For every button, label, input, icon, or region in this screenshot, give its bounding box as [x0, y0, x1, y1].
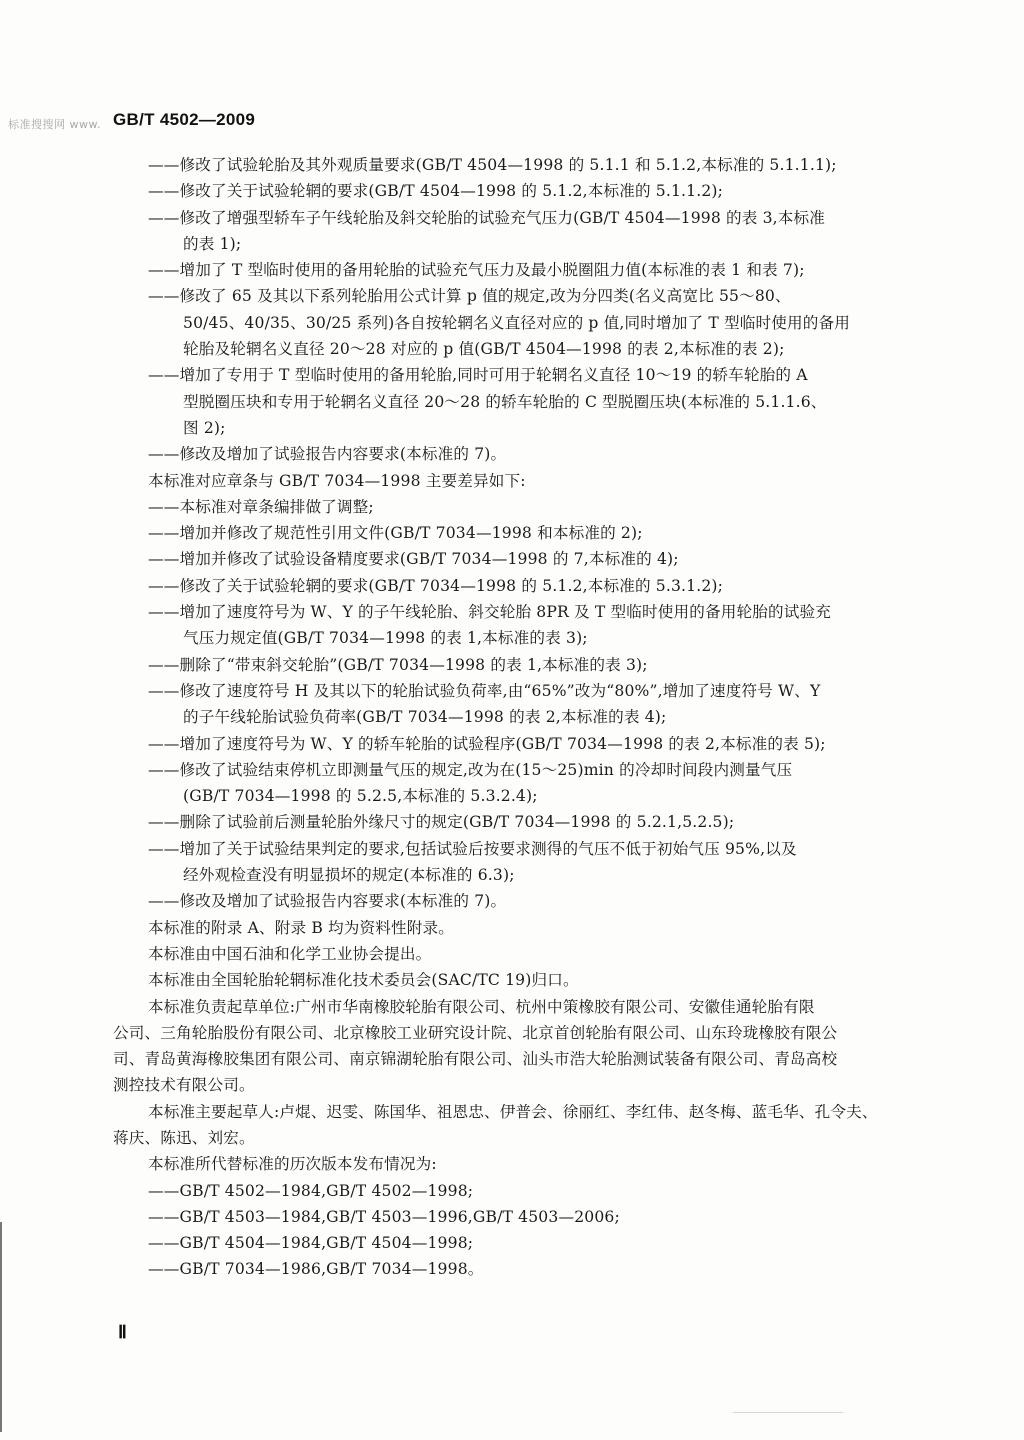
body-line: 本标准由全国轮胎轮辋标准化技术委员会(SAC/TC 19)归口。: [148, 971, 579, 990]
watermark-text: 标准搜搜网 www.: [8, 118, 101, 131]
body-line: ——GB/T 4502—1984,GB/T 4502—1998;: [148, 1181, 474, 1200]
corner-stamp: [733, 1412, 843, 1431]
body-line: ——删除了“带束斜交轮胎”(GB/T 7034—1998 的表 1,本标准的表 3);: [148, 655, 648, 674]
body-line: ——增加了速度符号为 W、Y 的子午线轮胎、斜交轮胎 8PR 及 T 型临时使用的备用轮胎的试验充: [148, 603, 831, 622]
body-line: ——修改及增加了试验报告内容要求(本标准的 7)。: [148, 892, 507, 911]
body-line: 测控技术有限公司。: [113, 1076, 255, 1095]
body-line: ——GB/T 4504—1984,GB/T 4504—1998;: [148, 1234, 474, 1253]
body-line: ——修改了试验结束停机立即测量气压的规定,改为在(15～25)min 的冷却时间段内测量气压: [148, 760, 793, 779]
body-line: (GB/T 7034—1998 的 5.2.5,本标准的 5.3.2.4);: [183, 787, 538, 806]
body-line: ——增加并修改了规范性引用文件(GB/T 7034—1998 和本标准的 2);: [148, 524, 643, 543]
body-line: 经外观检查没有明显损坏的规定(本标准的 6.3);: [183, 866, 515, 885]
body-line: 本标准的附录 A、附录 B 均为资料性附录。: [148, 918, 454, 937]
body-line: 本标准对应章条与 GB/T 7034—1998 主要差异如下:: [148, 471, 526, 490]
body-line: 本标准由中国石油和化学工业协会提出。: [148, 944, 432, 963]
body-line: 公司、三角轮胎股份有限公司、北京橡胶工业研究设计院、北京首创轮胎有限公司、山东玲珑橡胶有限公: [113, 1023, 838, 1042]
body-line: ——修改了关于试验轮辋的要求(GB/T 4504—1998 的 5.1.2,本标准的 5.1.1.2);: [148, 182, 724, 201]
body-line: ——增加并修改了试验设备精度要求(GB/T 7034—1998 的 7,本标准的 4);: [148, 550, 679, 569]
body-line: ——GB/T 4503—1984,GB/T 4503—1996,GB/T 4503—2006;: [148, 1207, 620, 1226]
body-line: ——删除了试验前后测量轮胎外缘尺寸的规定(GB/T 7034—1998 的 5.2.1,5.2.5);: [148, 813, 735, 832]
body-line: ——增加了专用于 T 型临时使用的备用轮胎,同时可用于轮辋名义直径 10～19 的轿车轮胎的 A: [148, 366, 808, 385]
body-line: 轮胎及轮辋名义直径 20～28 对应的 p 值(GB/T 4504—1998 的表 2,本标准的表 2);: [183, 340, 785, 359]
body-line: ——增加了速度符号为 W、Y 的轿车轮胎的试验程序(GB/T 7034—1998 的表 2,本标准的表 5);: [148, 734, 826, 753]
body-line: ——增加了关于试验结果判定的要求,包括试验后按要求测得的气压不低于初始气压 95%,以及: [148, 839, 797, 858]
body-line: ——修改及增加了试验报告内容要求(本标准的 7)。: [148, 445, 507, 464]
body-line: 本标准负责起草单位:广州市华南橡胶轮胎有限公司、杭州中策橡胶有限公司、安徽佳通轮胎有限: [148, 997, 815, 1016]
scan-edge-mark: [0, 1222, 2, 1432]
body-line: ——GB/T 7034—1986,GB/T 7034—1998。: [148, 1260, 484, 1279]
body-line: ——本标准对章条编排做了调整;: [148, 497, 374, 516]
body-line: 型脱圈压块和专用于轮辋名义直径 20～28 的轿车轮胎的 C 型脱圈压块(本标准的 5.1.1.6、: [183, 392, 827, 411]
body-line: 蒋庆、陈迅、刘宏。: [113, 1128, 255, 1147]
body-line: 图 2);: [183, 418, 226, 437]
body-line: 司、青岛黄海橡胶集团有限公司、南京锦湖轮胎有限公司、汕头市浩大轮胎测试装备有限公司、青岛高校: [113, 1050, 838, 1069]
body-line: ——修改了增强型轿车子午线轮胎及斜交轮胎的试验充气压力(GB/T 4504—1998 的表 3,本标准: [148, 208, 826, 227]
body-line: 50/45、40/35、30/25 系列)各自按轮辋名义直径对应的 p 值,同时增加了 T 型临时使用的备用: [183, 313, 850, 332]
body-line: ——修改了速度符号 H 及其以下的轮胎试验负荷率,由“65%”改为“80%”,增加了速度符号 W、Y: [148, 681, 821, 700]
body-line: 气压力规定值(GB/T 7034—1998 的表 1,本标准的表 3);: [183, 629, 588, 648]
body-line: 的表 1);: [183, 234, 242, 253]
page-number: Ⅱ: [118, 1322, 127, 1342]
body-line: ——修改了关于试验轮辋的要求(GB/T 7034—1998 的 5.1.2,本标准的 5.3.1.2);: [148, 576, 724, 595]
body-line: 本标准所代替标准的历次版本发布情况为:: [148, 1155, 437, 1174]
body-line: ——修改了试验轮胎及其外观质量要求(GB/T 4504—1998 的 5.1.1 和 5.1.2,本标准的 5.1.1.1);: [148, 156, 837, 174]
body-line: ——增加了 T 型临时使用的备用轮胎的试验充气压力及最小脱圈阻力值(本标准的表 1 和表 7);: [148, 261, 805, 280]
standard-code: GB/T 4502—2009: [113, 110, 256, 129]
body-line: 的子午线轮胎试验负荷率(GB/T 7034—1998 的表 2,本标准的表 4);: [183, 708, 667, 727]
body-line: 本标准主要起草人:卢焜、迟雯、陈国华、祖恩忠、伊普会、徐丽红、李红伟、赵冬梅、蓝毛华、孔令夫、: [148, 1102, 878, 1121]
document-body: [113, 152, 903, 1283]
body-line: ——修改了 65 及其以下系列轮胎用公式计算 p 值的规定,改为分四类(名义高宽比 55～80、: [148, 287, 791, 306]
